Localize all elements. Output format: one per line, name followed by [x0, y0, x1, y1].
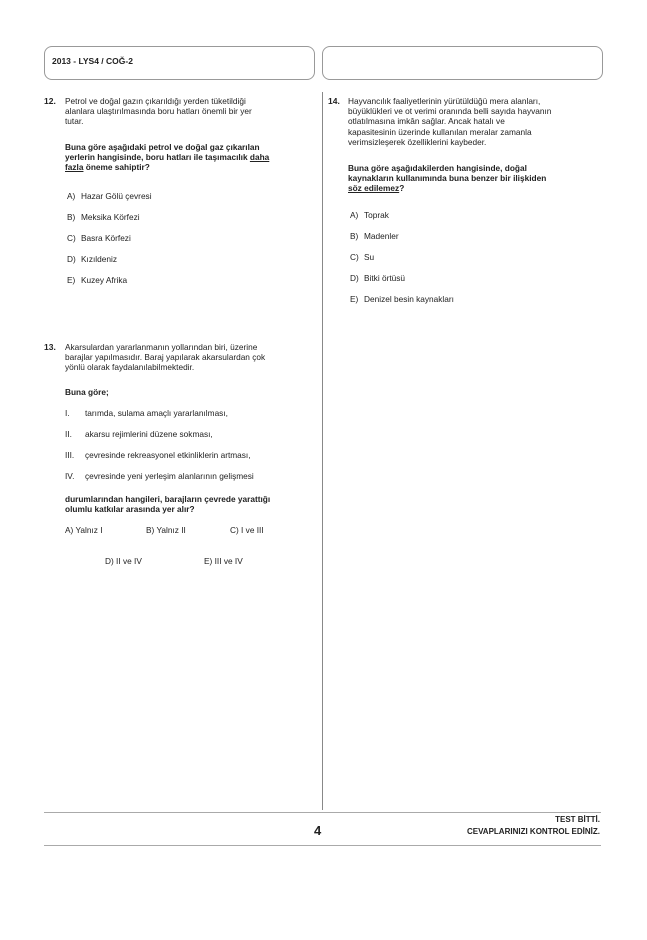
q12-prompt-line: Buna göre aşağıdaki petrol ve doğal gaz çıkarılan	[65, 142, 260, 152]
q14-stem-line: Hayvancılık faaliyetlerinin yürütüldüğü mera alanları,	[348, 96, 541, 106]
q12-prompt-underlined: fazla	[65, 162, 84, 173]
q12-prompt-text: öneme sahiptir?	[83, 162, 150, 173]
q13-stem-line: Akarsulardan yararlanmanın yollarından biri, üzerine	[65, 342, 258, 352]
footer-rule-top	[44, 812, 601, 813]
q14-prompt-line: Buna göre aşağıdakilerden hangisinde, doğal	[348, 163, 527, 173]
q13-prompt	[65, 494, 317, 514]
q13-stem	[65, 342, 317, 373]
q12-option-a[interactable]: A) Hazar Gölü çevresi	[67, 191, 152, 201]
footer-rule-bottom	[44, 845, 601, 846]
q14-option-a[interactable]: A) Toprak	[350, 210, 389, 220]
q13-stem-line: barajlar yapılmasıdır. Baraj yapılarak akarsulardan çok	[65, 352, 266, 363]
q12-stem-line: alanlara ulaştırılmasında boru hatları önemli bir yer	[65, 106, 252, 117]
q12-prompt-text: yerlerin hangisinde, boru hatları ile taşımacılık	[65, 152, 250, 163]
q14-prompt-line: kaynakların kullanımında buna benzer bir ilişkiden	[348, 173, 547, 184]
q13-option-a[interactable]: A) Yalnız I	[65, 525, 103, 535]
q14-prompt	[348, 163, 602, 194]
q12-stem-line: Petrol ve doğal gazın çıkarıldığı yerden tüketildiği	[65, 96, 246, 106]
q13-prompt-line: olumlu katkılar arasında yer alır?	[65, 504, 195, 515]
end-text-line1: TEST BİTTİ.	[555, 815, 600, 824]
q14-stem-line: otlatılmasına imkân sağlar. Ancak hatalı ve	[348, 116, 505, 127]
q12-option-d[interactable]: D) Kızıldeniz	[67, 254, 117, 264]
q13-prompt-line: durumlarından hangileri, barajların çevrede yarattığı	[65, 494, 271, 504]
q14-stem-line: kapasitesinin üzerinde kullanılan meralar zamanla	[348, 126, 532, 137]
q14-prompt-line	[348, 183, 602, 193]
q14-option-d[interactable]: D) Bitki örtüsü	[350, 273, 406, 283]
q13-statement-3: III. çevresinde rekreasyonel etkinliklerin artması,	[65, 450, 251, 460]
header-title: 2013 - LYS4 / COĞ-2	[52, 56, 133, 66]
q14-prompt-text: ?	[399, 183, 405, 194]
q12-prompt-underlined: daha	[249, 152, 270, 163]
q12-stem-line: tutar.	[65, 116, 84, 127]
q13-number: 13.	[44, 342, 56, 352]
q13-option-b[interactable]: B) Yalnız II	[146, 525, 186, 535]
q13-statement-1: I. tarımda, sulama amaçlı yararlanılması,	[65, 408, 228, 418]
q12-option-c[interactable]: C) Basra Körfezi	[67, 233, 131, 243]
q13-buna-gore: Buna göre;	[65, 387, 109, 397]
q14-option-b[interactable]: B) Madenler	[350, 231, 399, 241]
q13-statement-4: IV. çevresinde yeni yerleşim alanlarının gelişmesi	[65, 471, 254, 481]
q14-prompt-underlined: söz edilemez	[348, 183, 400, 194]
q14-stem	[348, 96, 602, 147]
q13-stem-line: yönlü olarak faydalanılabilmektedir.	[65, 362, 195, 373]
q12-prompt-line	[65, 152, 317, 162]
end-text-line2: CEVAPLARINIZI KONTROL EDİNİZ.	[466, 827, 600, 836]
q12-option-b[interactable]: B) Meksika Körfezi	[67, 212, 140, 222]
page-number: 4	[314, 823, 322, 838]
q12-stem	[65, 96, 315, 127]
q12-option-e[interactable]: E) Kuzey Afrika	[67, 275, 128, 285]
q12-prompt-line	[65, 162, 317, 172]
q12-prompt	[65, 142, 317, 173]
q13-option-d[interactable]: D) II ve IV	[105, 556, 142, 566]
q13-statement-2: II. akarsu rejimlerini düzene sokması,	[65, 429, 213, 439]
q13-option-e[interactable]: E) III ve IV	[204, 556, 243, 566]
q14-stem-line: verimsizleşerek özelliklerini kaybeder.	[348, 136, 487, 147]
column-divider	[322, 92, 323, 810]
q14-option-e[interactable]: E) Denizel besin kaynakları	[350, 294, 454, 304]
q12-number: 12.	[44, 96, 56, 106]
q13-option-c[interactable]: C) I ve III	[230, 525, 264, 535]
q14-option-c[interactable]: C) Su	[350, 252, 375, 262]
header-box-right	[322, 46, 603, 80]
q14-number: 14.	[328, 96, 340, 106]
q14-stem-line: büyüklükleri ve ot verimi oranında belli sayıda hayvanın	[348, 106, 552, 117]
